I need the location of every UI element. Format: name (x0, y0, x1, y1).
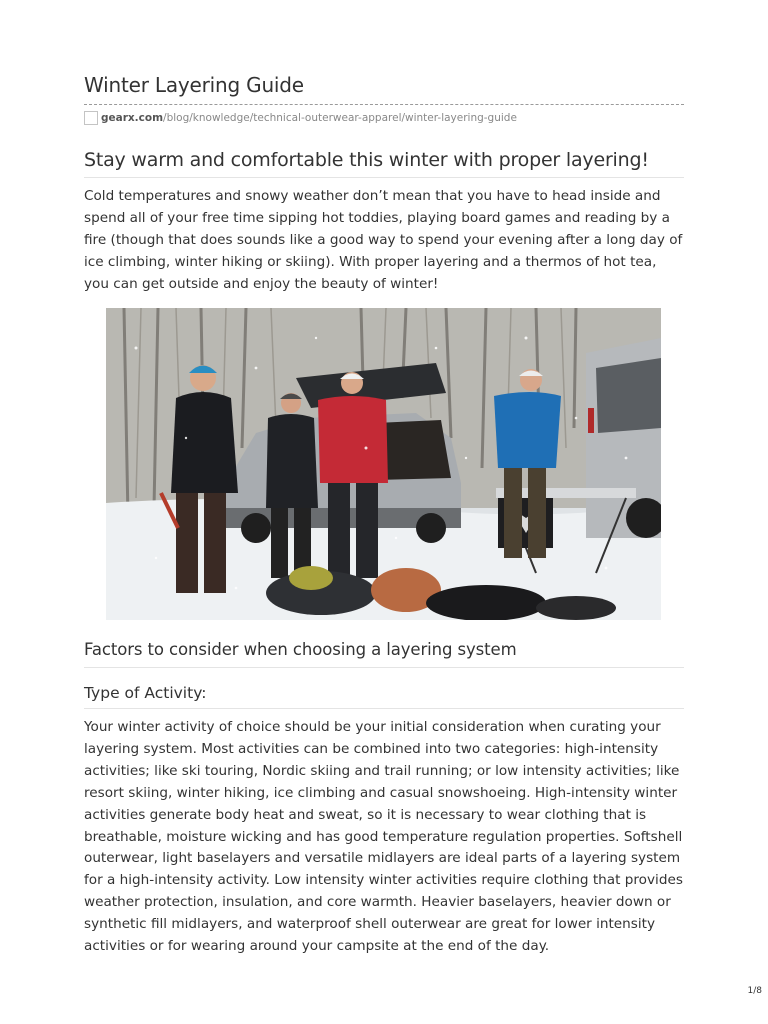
source-path: /blog/knowledge/technical-outerwear-apparel/winter-layering-guide (163, 112, 517, 124)
page-number: 1/8 (747, 986, 762, 996)
article-photo (106, 308, 661, 620)
section-heading: Factors to consider when choosing a layering system (84, 640, 684, 668)
title-divider (84, 104, 684, 105)
source-domain: gearx.com (101, 112, 164, 124)
activity-paragraph: Your winter activity of choice should be your initial consideration when curating your layering system. Most activities can be combined into two categories: high-intensity activities; like ski touring, Nordic skiing and trail running; or low intensity activities; like resort skiing, winter hiking, ice climbing and casual snowshoeing. High-intensity winter activities generate body heat and sweat, so it is necessary to wear clothing that is breathable, moisture wicking and has good temperature regulation properties. Softshell outerwear, light baselayers and versatile midlayers are ideal parts of a layering system for a high-intensity activity. Low intensity winter activities require clothing that provides weather protection, insulation, and core warmth. Heavier baselayers, heavier down or synthetic fill midlayers, and waterproof shell outerwear are great for lower intensity activities or for wearing around your campsite at the end of the day. (84, 719, 683, 955)
source-url[interactable] (84, 110, 517, 126)
favicon-icon (84, 111, 98, 125)
intro-paragraph: Cold temperatures and snowy weather don’t mean that you have to head inside and spend all of your free time sipping hot toddies, playing board games and reading by a fire (though that does sounds like a good way to spend your evening after a long day of ice climbing, winter hiking or skiing). With proper layering and a thermos of hot tea, you can get outside and enjoy the beauty of winter! (84, 188, 683, 292)
article-heading: Stay warm and comfortable this winter with proper layering! (84, 149, 684, 178)
page-title: Winter Layering Guide (84, 73, 304, 97)
subsection-heading: Type of Activity: (84, 684, 684, 709)
